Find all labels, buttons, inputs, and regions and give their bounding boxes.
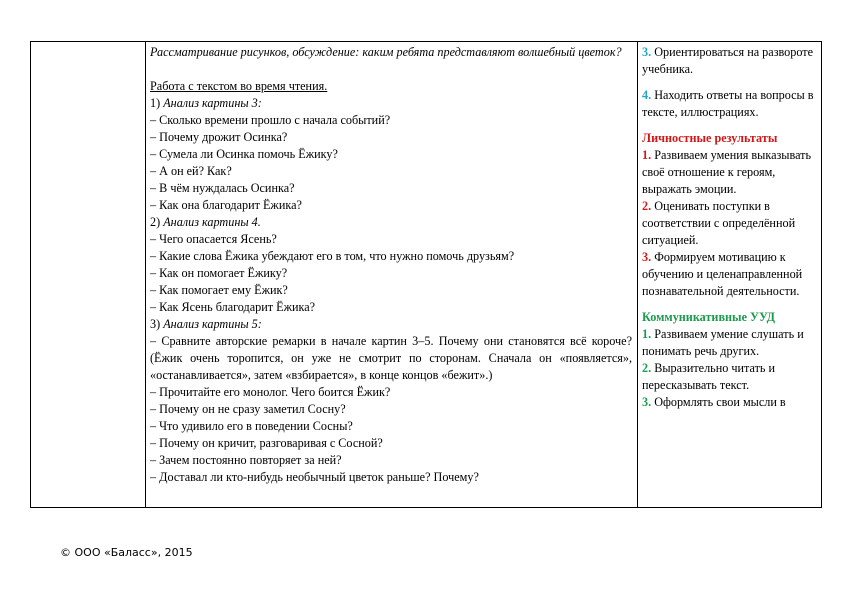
learning-outcomes-cell	[642, 44, 814, 411]
question-line: – Почему он кричит, разговаривая с Сосной?	[150, 436, 383, 450]
reading-title: Работа с текстом во время чтения.	[150, 79, 328, 93]
outcome-item: 3. Оформлять свои мысли в	[642, 395, 786, 409]
table-col-divider-1	[145, 41, 146, 508]
question-line: – Как Ясень благодарит Ёжика?	[150, 300, 316, 314]
question-line: – Как помогает ему Ёжик?	[150, 283, 288, 297]
question-line: – Как она благодарит Ёжика?	[150, 198, 302, 212]
question-line: – Какие слова Ёжика убеждают его в том, что нужно помочь друзьям?	[150, 249, 515, 263]
question-line: – Почему дрожит Осинка?	[150, 130, 288, 144]
intro-text: Рассматривание рисунков, обсуждение: каким ребята представляют волшебный цветок?	[150, 45, 622, 59]
table-top-rule	[30, 41, 822, 42]
outcome-item: 1. Развиваем умения выказывать своё отношение к героям, выражать эмоции.	[642, 148, 812, 196]
question-line: – Почему он не сразу заметил Сосну?	[150, 402, 346, 416]
question-line: – Как он помогает Ёжику?	[150, 266, 288, 280]
question-line: – Доставал ли кто-нибудь необычный цветок раньше? Почему?	[150, 470, 479, 484]
communicative-uud-heading: Коммуникативные УУД	[642, 310, 776, 324]
lesson-activities-cell	[150, 44, 632, 486]
table-right-border	[821, 41, 822, 508]
personal-results-heading: Личностные результаты	[642, 131, 778, 145]
question-line: – Прочитайте его монолог. Чего боится Ёжик?	[150, 385, 391, 399]
outcome-item: 4. Находить ответы на вопросы в тексте, иллюстрациях.	[642, 88, 814, 119]
outcome-item: 2. Оценивать поступки в соответствии с определённой ситуацией.	[642, 199, 796, 247]
copyright-footer: © ООО «Баласс», 2015	[60, 546, 193, 559]
section-2-heading: 2) Анализ картины 4.	[150, 215, 261, 229]
question-line: – В чём нуждалась Осинка?	[150, 181, 295, 195]
outcome-item: 1. Развиваем умение слушать и понимать речь других.	[642, 327, 804, 358]
section-1-heading: 1) Анализ картины 3:	[150, 96, 262, 110]
outcome-item: 3. Формируем мотивацию к обучению и целенаправленной познавательной деятельности.	[642, 250, 803, 298]
section-3-heading: 3) Анализ картины 5:	[150, 317, 262, 331]
question-paragraph: – Сравните авторские ремарки в начале картин 3–5. Почему они становятся всё короче? (Ёжик очень торопится, он уже не смотрит по сторонам. Сначала он «появляется», «останавливается», затем «взбирается», в конце концов «бежит».)	[150, 334, 632, 382]
question-line: – Зачем постоянно повторяет за ней?	[150, 453, 342, 467]
table-bottom-rule	[30, 507, 822, 508]
outcome-item: 3. Ориентироваться на развороте учебника.	[642, 45, 814, 76]
question-line: – Сумела ли Осинка помочь Ёжику?	[150, 147, 338, 161]
question-line: – Что удивило его в поведении Сосны?	[150, 419, 353, 433]
question-line: – Чего опасается Ясень?	[150, 232, 277, 246]
table-col-divider-2	[637, 41, 638, 508]
outcome-item: 2. Выразительно читать и пересказывать текст.	[642, 361, 776, 392]
table-left-border	[30, 41, 31, 508]
question-line: – А он ей? Как?	[150, 164, 232, 178]
question-line: – Сколько времени прошло с начала событий?	[150, 113, 391, 127]
